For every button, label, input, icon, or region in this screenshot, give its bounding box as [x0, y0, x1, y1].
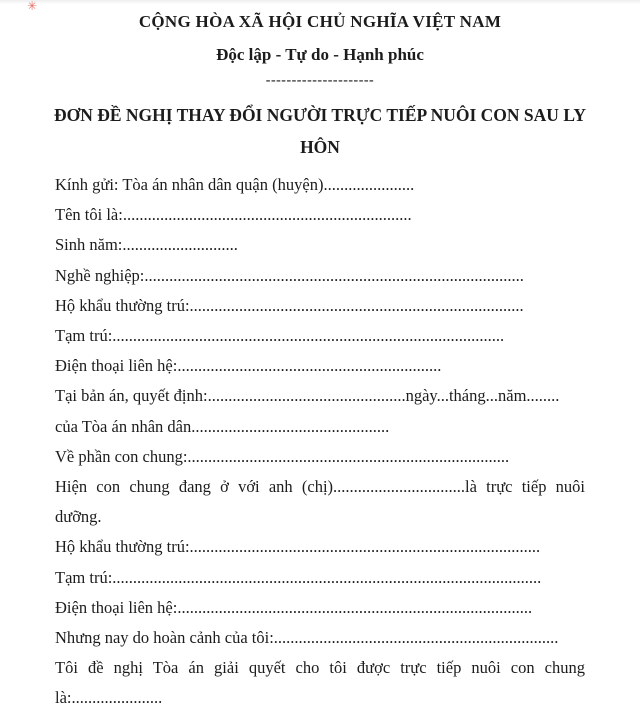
form-line: Hộ khẩu thường trú:................................................................................. [55, 295, 524, 315]
form-line: Điện thoại liên hệ:................................................................ [55, 356, 442, 376]
form-line: là:...................... [55, 688, 163, 705]
form-line: Nhưng nay do hoàn cảnh của tôi:..................................................................... [55, 628, 559, 648]
form-line: Hộ khẩu thường trú:..................................................................................... [55, 537, 541, 557]
form-line: Tôi đề nghị Tòa án giải quyết cho tôi được trực tiếp nuôi con chung [55, 658, 585, 678]
form-line: Tạm trú:........................................................................................................ [55, 567, 542, 587]
national-motto: Độc lập - Tự do - Hạnh phúc [216, 45, 424, 64]
form-line: Sinh năm:............................ [55, 235, 238, 255]
page-top-edge [0, 0, 640, 4]
form-line: Điện thoại liên hệ:...................................................................................... [55, 597, 533, 617]
form-body [55, 170, 585, 705]
form-line: Nghề nghiệp:............................................................................................ [55, 265, 524, 285]
form-title: ĐƠN ĐỀ NGHỊ THAY ĐỔI NGƯỜI TRỰC TIẾP NUÔI CON SAU LY HÔN [53, 105, 587, 157]
form-line: Tại bản án, quyết định:................................................ngày...tháng...năm........ [55, 386, 560, 406]
national-title: CỘNG HÒA XÃ HỘI CHỦ NGHĨA VIỆT NAM [138, 12, 502, 31]
form-line: Hiện con chung đang ở với anh (chị)................................là trực tiếp nuôi [55, 477, 585, 497]
form-line: dưỡng. [55, 507, 102, 527]
form-line: Về phần con chung:.............................................................................. [55, 446, 510, 466]
red-watermark-icon: ✳ [27, 0, 38, 13]
form-line: Tên tôi là:...................................................................... [55, 205, 412, 225]
form-line: Tạm trú:............................................................................................... [55, 326, 505, 346]
form-line: của Tòa án nhân dân................................................ [55, 416, 390, 436]
form-line: Kính gửi: Tòa án nhân dân quận (huyện)...................... [55, 175, 415, 194]
header-separator: --------------------- [265, 73, 375, 88]
document-header [0, 0, 640, 163]
